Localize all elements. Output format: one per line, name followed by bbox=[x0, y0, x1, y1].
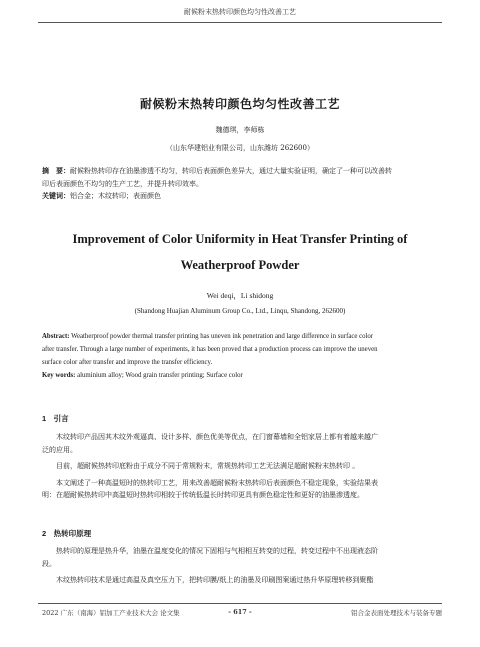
en-keywords: aluminium alloy; Wood grain transfer printing; Surface color bbox=[77, 372, 243, 379]
cn-abstract-label: 摘 要： bbox=[42, 166, 70, 175]
en-title-line-1: Improvement of Color Uniformity in Heat Transfer Printing of bbox=[72, 232, 408, 246]
en-affiliation: (Shandong Huajian Aluminum Group Co., Ltd., Linqu, Shandong, 262600) bbox=[134, 307, 346, 315]
page-number: - 617 - bbox=[228, 608, 252, 616]
section-1-body bbox=[42, 431, 442, 502]
footer-left: 2022 广东（南海）铝加工产业技术大会 论文集 bbox=[42, 609, 180, 617]
paragraph-line: 热转印的原理是热升华，油墨在温度变化的情况下固相与气相相互转变的过程，转变过程中不出现液态阶 bbox=[56, 547, 378, 555]
en-abstract-line: Weatherproof powder thermal transfer printing has uneven ink penetration and large difference in surface color bbox=[71, 333, 374, 340]
footer-right: 铝合金表面处理技术与装备专题 bbox=[351, 609, 442, 617]
footer-rule bbox=[38, 603, 442, 604]
en-abstract bbox=[42, 330, 447, 382]
cn-abstract-line: 耐候粉热转印存在油墨渗透不均匀，转印后表面颜色差异大，通过大量实验证明，确定了一种可以改善转 bbox=[70, 167, 392, 175]
cn-keywords-label: 关键词： bbox=[42, 191, 70, 200]
paragraph-line: 目前，超耐候热转印底粉由于成分不同于常规粉末，常规热转印工艺无法满足超耐候粉末热转印 。 bbox=[56, 462, 360, 470]
paragraph-line: 木纹热转印技术是通过高温及真空压力下，把转印膜/纸上的油墨及印刷图案通过热升华原理转移到聚酯 bbox=[56, 576, 374, 584]
header-rule bbox=[38, 22, 442, 23]
en-keywords-label: Key words: bbox=[42, 372, 76, 379]
section-2-body bbox=[42, 545, 442, 587]
paragraph-line: 本文阐述了一种高温短时的热转印工艺，用来改善超耐候粉末热转印后表面颜色不稳定现象，实验结果表 bbox=[56, 478, 378, 487]
cn-keywords: 铝合金；木纹转印；表面颜色 bbox=[70, 192, 161, 200]
en-title-line-2: Weatherproof Powder bbox=[180, 258, 300, 272]
cn-authors: 魏德琪，李师栋 bbox=[215, 126, 265, 134]
section-2-heading: 2 热转印原理 bbox=[42, 529, 92, 538]
paragraph-line: 明：在超耐候热转印中高温短时热转印相较于传统低温长时转印更具有颜色稳定性和更好的油墨渗透度。 bbox=[42, 491, 364, 499]
cn-abstract-line: 印后表面颜色不均匀的生产工艺，并提升转印效率。 bbox=[42, 179, 203, 188]
running-header: 耐候粉末热转印颜色均匀性改善工艺 bbox=[184, 8, 296, 16]
en-abstract-label: Abstract: bbox=[42, 333, 70, 340]
en-abstract-line: after transfer. Through a large number of experiments, it has been proved that a production process can improve the uneven bbox=[42, 346, 378, 353]
section-1-heading: 1 引言 bbox=[42, 414, 69, 423]
paragraph-line: 木纹转印产品因其木纹外观逼真、设计多样、颜色优美等优点，在门窗幕墙和全铝家居上都有着越来越广 bbox=[56, 433, 378, 441]
en-abstract-line: surface color after transfer and improve the transfer efficiency. bbox=[42, 359, 213, 366]
cn-abstract bbox=[42, 165, 442, 203]
paragraph-line: 段。 bbox=[42, 559, 56, 568]
paragraph-line: 泛的应用。 bbox=[42, 445, 77, 454]
cn-affiliation: （山东华建铝业有限公司，山东潍坊 262600） bbox=[166, 144, 314, 152]
cn-title: 耐候粉末热转印颜色均匀性改善工艺 bbox=[139, 97, 340, 111]
en-authors: Wei deqi，Li shidong bbox=[206, 291, 274, 300]
